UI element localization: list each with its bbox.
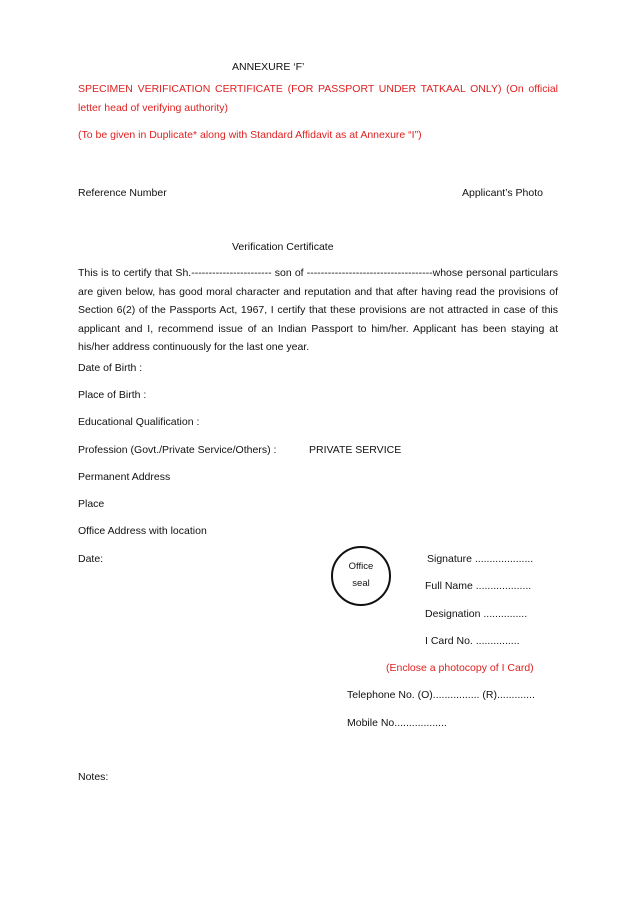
permanent-address-label: Permanent Address bbox=[78, 471, 171, 483]
notes-label: Notes: bbox=[78, 771, 109, 783]
full-name-line: Full Name ................... bbox=[425, 580, 532, 592]
seal-line-2: seal bbox=[352, 578, 370, 589]
education-label: Educational Qualification : bbox=[78, 416, 200, 428]
certify-paragraph: This is to certify that Sh.----------------------- son of ------------------------------------whose personal particulars are given below, has good moral character and reputation and that after having read the provisions of Section 6(2) of the Passports Act, 1967, I certify that these provisions are not attracted in case of this applicant and I, recommend issue of an Indian Passport to him/her. Applicant has been staying at his/her address continuously for the last one year. bbox=[78, 267, 558, 353]
designation-line: Designation ............... bbox=[425, 608, 528, 620]
date-label: Date: bbox=[78, 553, 104, 565]
office-address-label: Office Address with location bbox=[78, 525, 207, 537]
specimen-heading: SPECIMEN VERIFICATION CERTIFICATE (FOR PASSPORT UNDER TATKAAL ONLY) (On official letter head of verifying authority) bbox=[78, 83, 558, 114]
applicant-photo-label: Applicant’s Photo bbox=[462, 187, 543, 199]
office-seal bbox=[331, 546, 391, 606]
signature-line: Signature .................... bbox=[427, 553, 534, 565]
telephone-line: Telephone No. (O)................ (R)............. bbox=[347, 689, 535, 701]
annexure-title: ANNEXURE ‘F’ bbox=[232, 61, 305, 73]
place-label: Place bbox=[78, 498, 105, 510]
profession-value: PRIVATE SERVICE bbox=[309, 444, 402, 456]
seal-line-1: Office bbox=[348, 561, 374, 572]
profession-label: Profession (Govt./Private Service/Others) : bbox=[78, 444, 277, 456]
icard-line: I Card No. ............... bbox=[425, 635, 520, 647]
mobile-line: Mobile No.................. bbox=[347, 717, 447, 729]
dob-label: Date of Birth : bbox=[78, 362, 143, 374]
certificate-title: Verification Certificate bbox=[232, 241, 334, 253]
reference-number-label: Reference Number bbox=[78, 187, 167, 199]
pob-label: Place of Birth : bbox=[78, 389, 147, 401]
enclose-icard-note: (Enclose a photocopy of I Card) bbox=[386, 662, 534, 674]
duplicate-note: (To be given in Duplicate* along with Standard Affidavit as at Annexure “I”) bbox=[78, 129, 422, 141]
